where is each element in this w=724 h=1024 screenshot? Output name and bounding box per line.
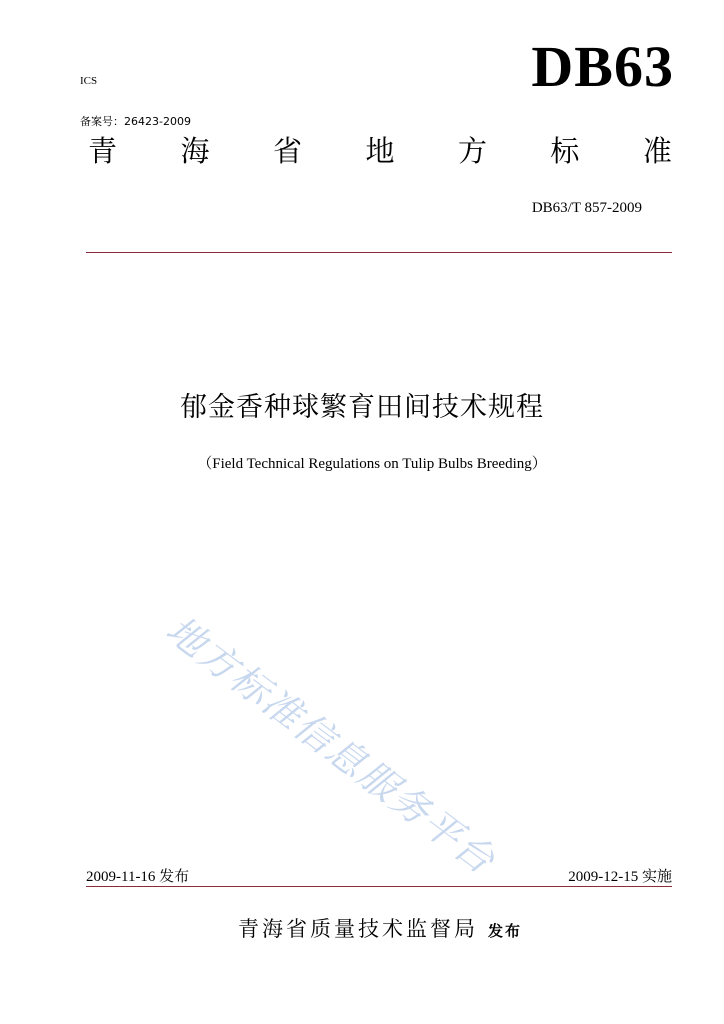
db-code: DB63 [531,34,674,99]
filing-number: 备案号：26423-2009 [80,115,191,128]
standard-type-char: 准 [642,134,672,168]
issuer-line [0,913,724,943]
ics-label: ICS [80,75,98,87]
standard-type-char: 地 [365,134,395,168]
watermark: 地方标准信息服务平台 [158,607,505,884]
issue-word: 发布 [487,922,522,940]
issuer-name: 青海省质量技术监督局 [237,917,478,941]
standard-type-char: 省 [272,134,302,168]
standard-type-char: 海 [180,134,210,168]
implement-date: 2009-12-15 实施 [568,869,672,885]
standard-type-char: 青 [88,134,118,168]
standard-number: DB63/T 857-2009 [531,200,642,216]
document-subtitle: （Field Technical Regulations on Tulip Bulbs Breeding） [197,456,547,472]
document-title: 郁金香种球繁育田间技术规程 [180,392,544,423]
standard-type-char: 标 [550,134,580,168]
standard-type-heading [88,134,672,169]
top-divider [86,252,672,253]
publish-date: 2009-11-16 发布 [86,869,190,885]
standard-type-char: 方 [457,134,487,168]
bottom-divider [86,886,672,887]
